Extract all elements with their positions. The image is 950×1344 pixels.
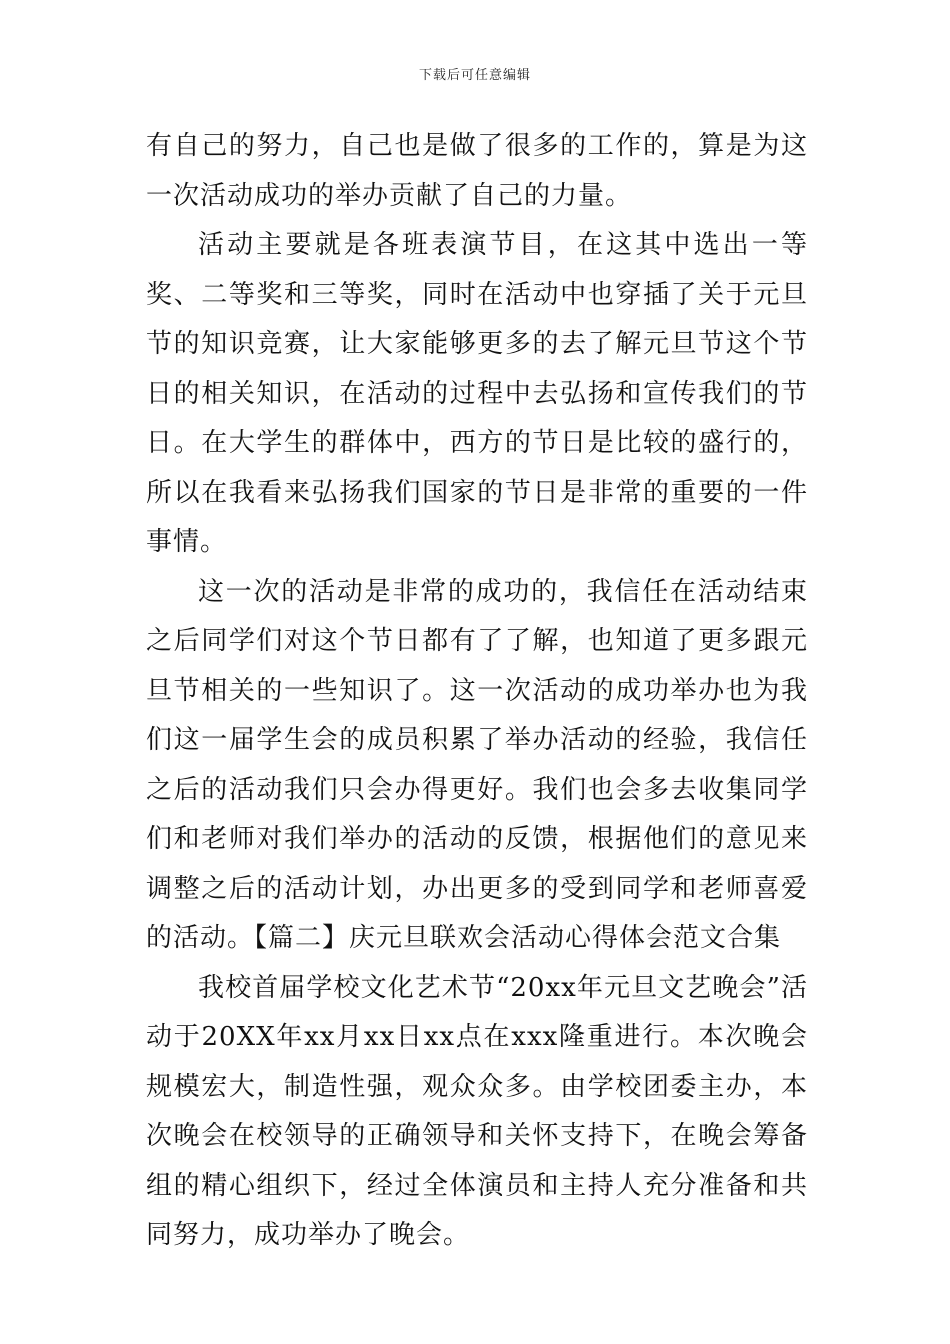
- paragraph-1: 有自己的努力，自己也是做了很多的工作的，算是为这一次活动成功的举办贡献了自己的力量。: [146, 131, 808, 211]
- paragraph-4: 我校首届学校文化艺术节“20xx年元旦文艺晚会”活动于20XX年xx月xx日xx点在xxx隆重进行。本次晚会规模宏大，制造性强，观众众多。由学校团委主办，本次晚会在校领导的正确领导和关怀支持下，在晚会筹备组的精心组织下，经过全体演员和主持人充分准备和共同努力，成功举办了晚会。: [146, 972, 808, 1250]
- body-text: [146, 122, 808, 1261]
- paragraph-3: 这一次的活动是非常的成功的，我信任在活动结束之后同学们对这个节日都有了了解，也知道了更多跟元旦节相关的一些知识了。这一次活动的成功举办也为我们这一届学生会的成员积累了举办活动的经验，我信任之后的活动我们只会办得更好。我们也会多去收集同学们和老师对我们举办的活动的反馈，根据他们的意见来调整之后的活动计划，办出更多的受到同学和老师喜爱的活动。【篇二】庆元旦联欢会活动心得体会范文合集: [146, 576, 808, 953]
- header-note: 下载后可任意编辑: [418, 68, 531, 83]
- paragraph-2: 活动主要就是各班表演节目，在这其中选出一等奖、二等奖和三等奖，同时在活动中也穿插了关于元旦节的知识竞赛，让大家能够更多的去了解元旦节这个节日的相关知识，在活动的过程中去弘扬和宣传我们的节日。在大学生的群体中，西方的节日是比较的盛行的，所以在我看来弘扬我们国家的节日是非常的重要的一件事情。: [146, 230, 808, 557]
